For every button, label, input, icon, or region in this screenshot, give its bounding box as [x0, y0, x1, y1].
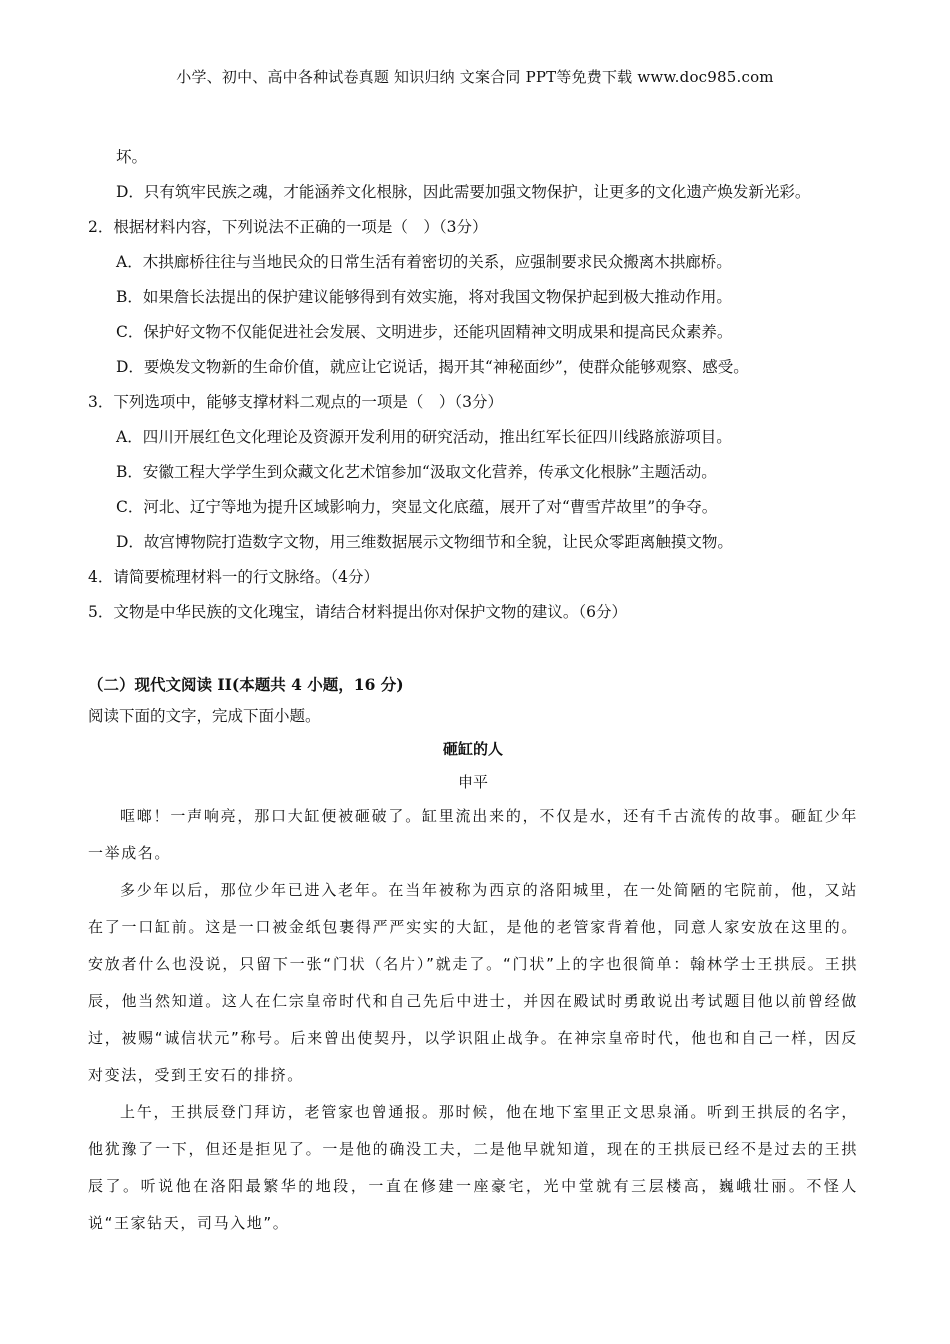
story-body — [88, 798, 858, 1242]
question-3-option-d: D．故宫博物院打造数字文物，用三维数据展示文物细节和全貌，让民众零距离触摸文物。 — [116, 533, 733, 551]
question-3-stem: 3．下列选项中，能够支撑材料二观点的一项是（ ）（3分） — [88, 393, 503, 411]
story-title: 砸缸的人 — [442, 740, 503, 758]
exam-page — [88, 140, 858, 1242]
section-2-title: （二）现代文阅读 II(本题共 4 小题，16 分) — [88, 675, 404, 694]
question-3-option-c: C．河北、辽宁等地为提升区域影响力，突显文化底蕴，展开了对“曹雪芹故里”的争夺。 — [116, 498, 718, 516]
q1-option-d: D．只有筑牢民族之魂，才能涵养文化根脉，因此需要加强文物保护，让更多的文化遗产焕发新光彩。 — [116, 183, 811, 201]
section-2-intro: 阅读下面的文字，完成下面小题。 — [88, 707, 321, 725]
continuation-text: 坏。 — [116, 148, 148, 166]
section-gap — [88, 630, 858, 670]
story-paragraph: 哐啷！一声响亮，那口大缸便被砸破了。缸里流出来的，不仅是水，还有千古流传的故事。砸缸少年一举成名。 — [88, 807, 858, 862]
question-2-option-c: C．保护好文物不仅能促进社会发展、文明进步，还能巩固精神文明成果和提高民众素养。 — [116, 323, 733, 341]
page-header: 小学、初中、高中各种试卷真题 知识归纳 文案合同 PPT等免费下载 www.doc985.com — [176, 68, 774, 86]
question-2-option-b: B．如果詹长法提出的保护建议能够得到有效实施，将对我国文物保护起到极大推动作用。 — [116, 288, 732, 306]
story-paragraph: 上午，王拱辰登门拜访，老管家也曾通报。那时候，他在地下室里正文思泉涌。听到王拱辰的名字，他犹豫了一下，但还是拒见了。一是他的确没工夫，二是他早就知道，现在的王拱辰已经不是过去的王拱辰了。听说他在洛阳最繁华的地段，一直在修建一座豪宅，光中堂就有三层楼高，巍峨壮丽。不怪人说“王家钻天，司马入地”。 — [88, 1103, 858, 1232]
question-2-option-a: A．木拱廊桥往往与当地民众的日常生活有着密切的关系，应强制要求民众搬离木拱廊桥。 — [116, 253, 732, 271]
question-3-option-b: B．安徽工程大学学生到众藏文化艺术馆参加“汲取文化营养，传承文化根脉”主题活动。 — [116, 463, 717, 481]
question-4: 4．请简要梳理材料一的行文脉络。（4分） — [88, 568, 379, 586]
question-3-option-a: A．四川开展红色文化理论及资源开发利用的研究活动，推出红军长征四川线路旅游项目。 — [116, 428, 732, 446]
question-5: 5．文物是中华民族的文化瑰宝，请结合材料提出你对保护文物的建议。（6分） — [88, 603, 627, 621]
question-2-option-d: D．要焕发文物新的生命价值，就应让它说话，揭开其“神秘面纱”，使群众能够观察、感受。 — [116, 358, 749, 376]
story-author: 申平 — [457, 773, 488, 791]
story-paragraph: 多少年以后，那位少年已进入老年。在当年被称为西京的洛阳城里，在一处简陋的宅院前，他，又站在了一口缸前。这是一口被金纸包裹得严严实实的大缸，是他的老管家背着他，同意人家安放在这里的。安放者什么也没说，只留下一张“门状（名片）”就走了。“门状”上的字也很简单：翰林学士王拱辰。王拱辰，他当然知道。这人在仁宗皇帝时代和自己先后中进士，并因在殿试时勇敢说出考试题目他以前曾经做过，被赐“诚信状元”称号。后来曾出使契丹，以学识阻止战争。在神宗皇帝时代，他也和自己一样，因反对变法，受到王安石的排挤。 — [88, 881, 858, 1084]
question-2-stem: 2．根据材料内容，下列说法不正确的一项是（ ）（3分） — [88, 218, 488, 236]
